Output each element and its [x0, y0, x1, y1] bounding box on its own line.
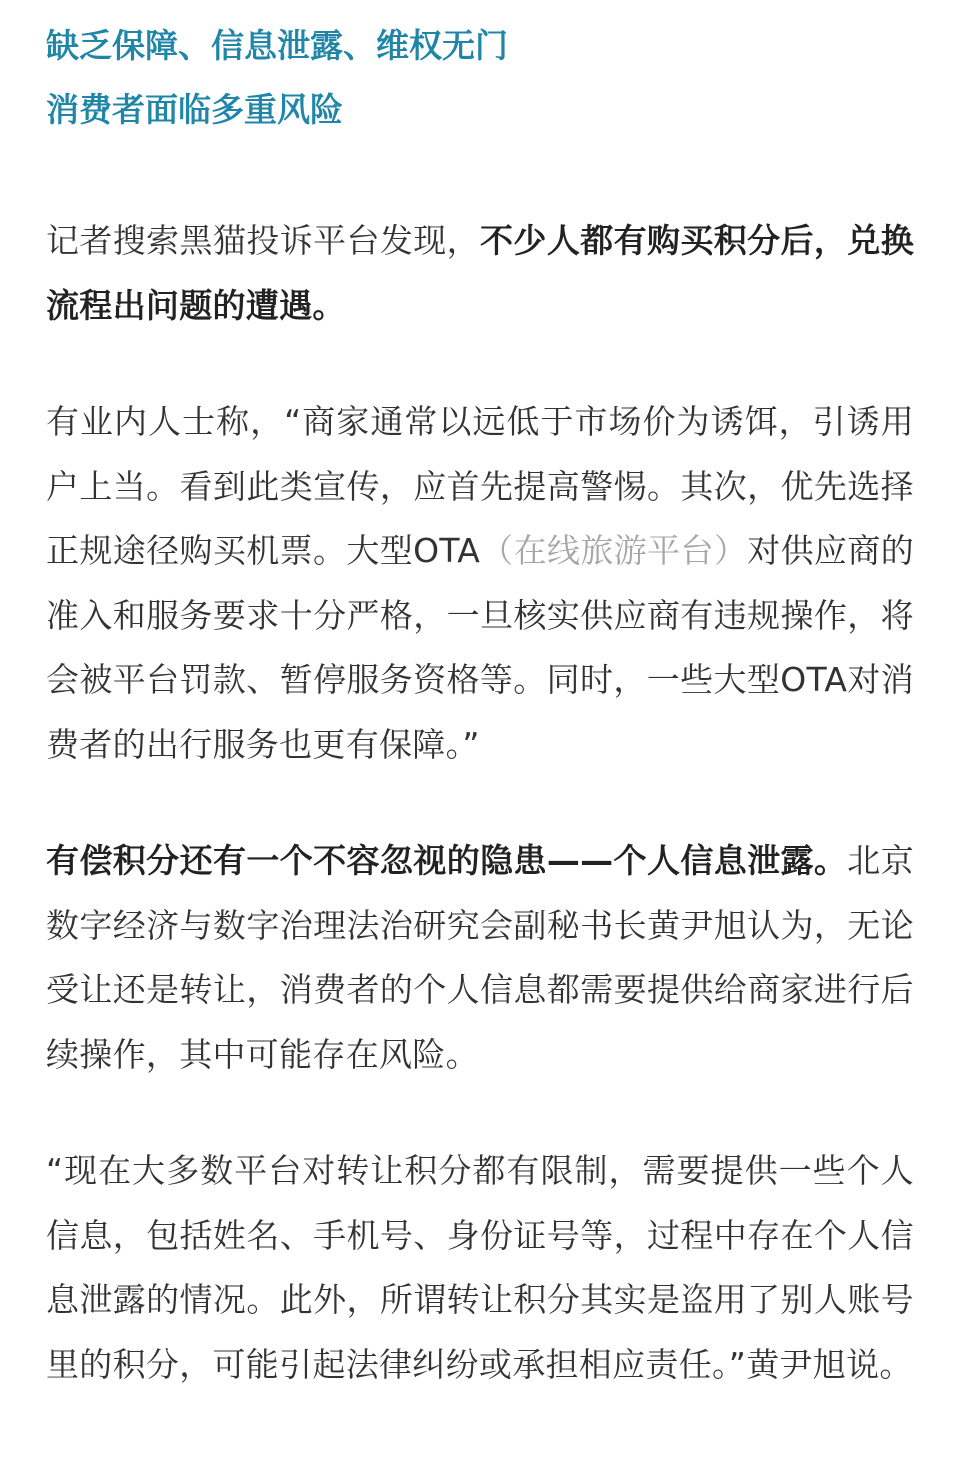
paragraph-complaints-highlight: 不少人都有购买积分后，兑换流程出问题的遭遇。: [46, 221, 914, 325]
paragraph-complaints: [46, 209, 914, 338]
paragraph-insider-part1: 有业内人士称，“商家通常以远低于市场价为诱饵，引诱用户上当。看到此类宣传，应首先提高警惕。其次，优先选择正规途径购买机票。大型OTA: [46, 402, 914, 570]
headline-line-2: 消费者面临多重风险: [46, 90, 343, 129]
paragraph-privacy-risk: [46, 829, 914, 1087]
ota-annotation: （在线旅游平台）: [480, 531, 748, 570]
paragraph-insider-part2: 对供应商的准入和服务要求十分严格，一旦核实供应商有违规操作，将会被平台罚款、暂停服务资格等。同时，一些大型OTA对消费者的出行服务也更有保障。”: [46, 531, 914, 764]
paragraph-privacy-highlight: 有偿积分还有一个不容忽视的隐患——个人信息泄露。: [46, 841, 848, 880]
headline-line-1: 缺乏保障、信息泄露、维权无门: [46, 26, 508, 65]
paragraph-privacy-text: 北京数字经济与数字治理法治研究会副秘书长黄尹旭认为，无论受让还是转让，消费者的个人信息都需要提供给商家进行后续操作，其中可能存在风险。: [46, 841, 914, 1074]
paragraph-quote-text: “现在大多数平台对转让积分都有限制，需要提供一些个人信息，包括姓名、手机号、身份证号等，过程中存在个人信息泄露的情况。此外，所谓转让积分其实是盗用了别人账号里的积分，可能引起法律纠纷或承担相应责任。”黄尹旭说。: [46, 1151, 914, 1384]
article-body: [46, 0, 914, 1397]
paragraph-industry-insider: [46, 390, 914, 777]
paragraph-complaints-intro: 记者搜索黑猫投诉平台发现，: [46, 221, 481, 260]
section-headline: [46, 14, 914, 142]
paragraph-expert-quote: [46, 1139, 914, 1397]
